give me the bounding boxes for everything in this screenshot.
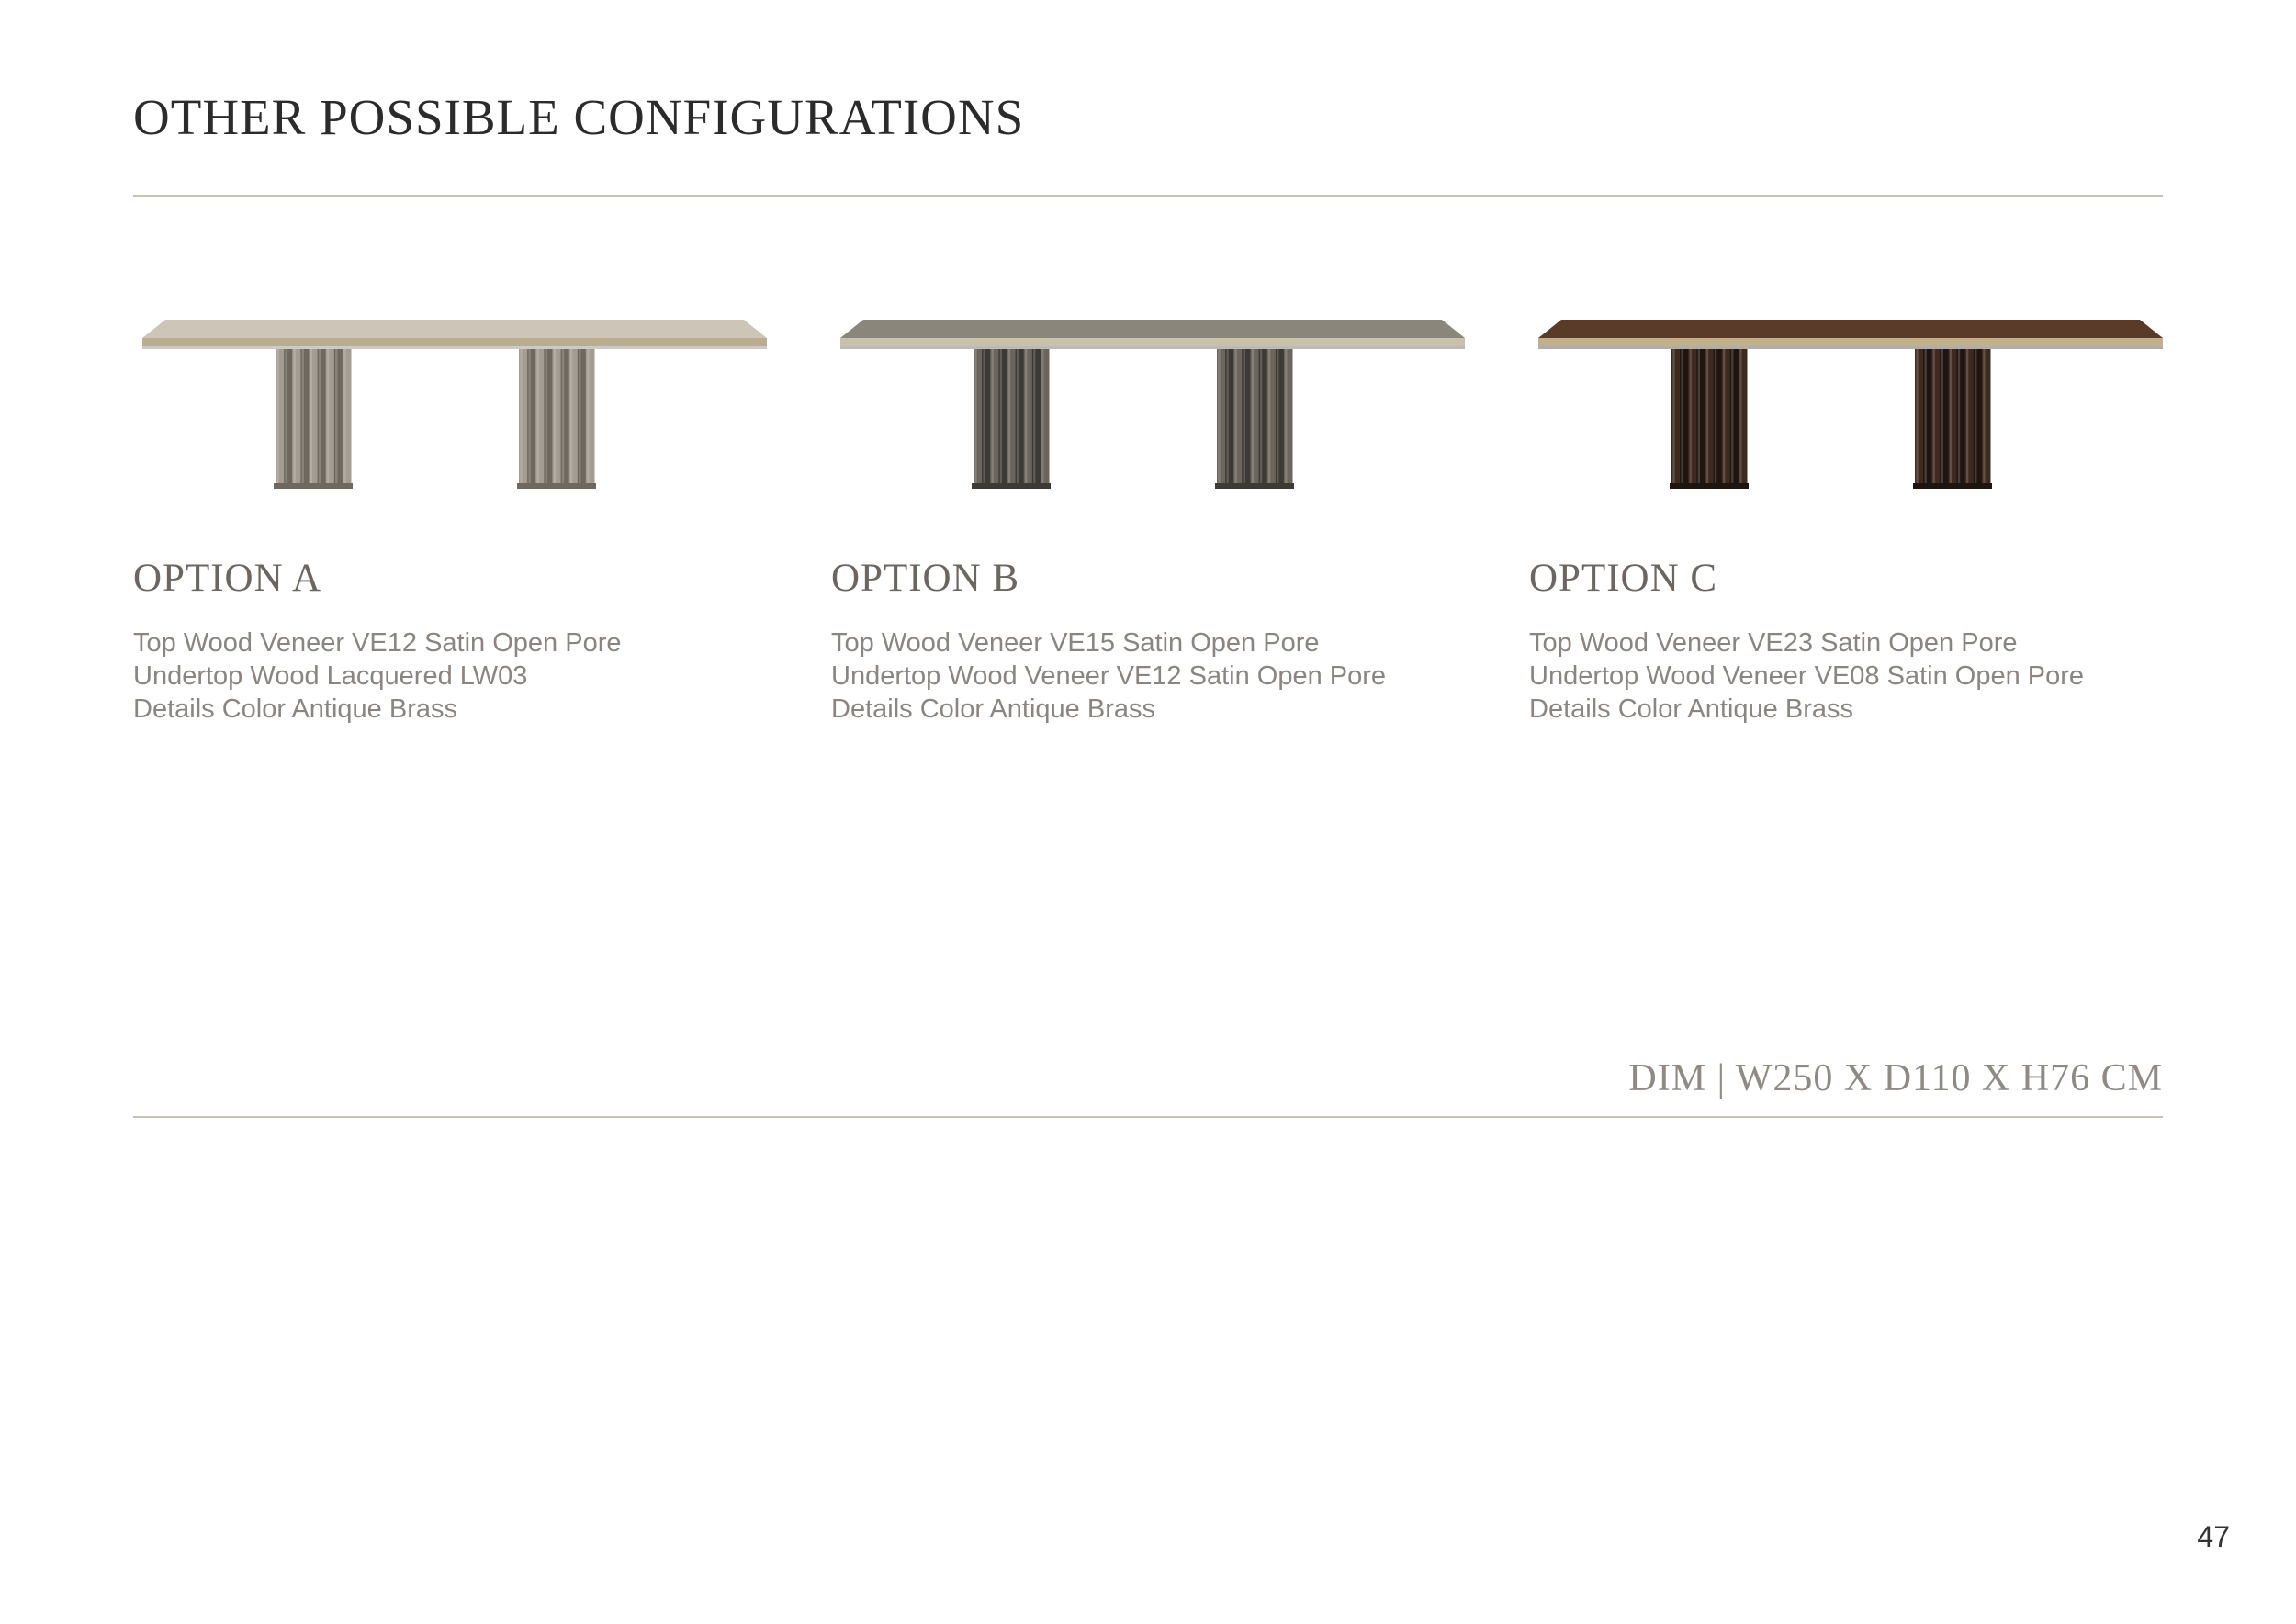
table-top (840, 320, 1465, 338)
table-pedestal (274, 349, 353, 489)
table-pedestal (1913, 349, 1992, 489)
spec-line: Undertop Wood Lacquered LW03 (133, 661, 528, 691)
table-pedestal (1670, 349, 1749, 489)
spec-line: Top Wood Veneer VE23 Satin Open Pore (1529, 628, 2018, 658)
table-pedestal (1215, 349, 1294, 489)
table-edge (1538, 338, 2163, 346)
spec-line: Top Wood Veneer VE15 Satin Open Pore (831, 628, 1320, 658)
spec-line: Top Wood Veneer VE12 Satin Open Pore (133, 628, 622, 658)
option-spec-list (831, 626, 1386, 726)
table-pedestal (972, 349, 1051, 489)
spec-line: Details Color Antique Brass (831, 694, 1155, 724)
spec-line: Undertop Wood Veneer VE12 Satin Open Pore (831, 661, 1387, 691)
table-pedestal (517, 349, 596, 489)
dimensions-label: DIM | W250 X D110 X H76 CM (1628, 1057, 2163, 1100)
table-top (142, 320, 767, 338)
table-image-option-a (133, 294, 776, 505)
option-title: OPTION C (1529, 557, 1718, 600)
table-image-option-c (1529, 294, 2172, 505)
spec-line: Details Color Antique Brass (133, 694, 457, 724)
spec-line: Undertop Wood Veneer VE08 Satin Open Pore (1529, 661, 2085, 691)
option-title: OPTION A (133, 557, 322, 600)
page-number: 47 (2197, 1520, 2230, 1553)
option-c (1529, 294, 2172, 724)
spec-line: Details Color Antique Brass (1529, 694, 1853, 724)
page-title: OTHER POSSIBLE CONFIGURATIONS (133, 89, 1025, 145)
table-image-option-b (831, 294, 1474, 505)
table-edge (840, 338, 1465, 346)
table-top (1538, 320, 2163, 338)
top-divider (133, 195, 2163, 197)
bottom-divider (133, 1116, 2163, 1118)
option-spec-list (133, 626, 622, 726)
option-title: OPTION B (831, 557, 1020, 600)
option-b (831, 294, 1474, 724)
table-edge (142, 338, 767, 346)
option-spec-list (1529, 626, 2084, 726)
option-a (133, 294, 776, 724)
